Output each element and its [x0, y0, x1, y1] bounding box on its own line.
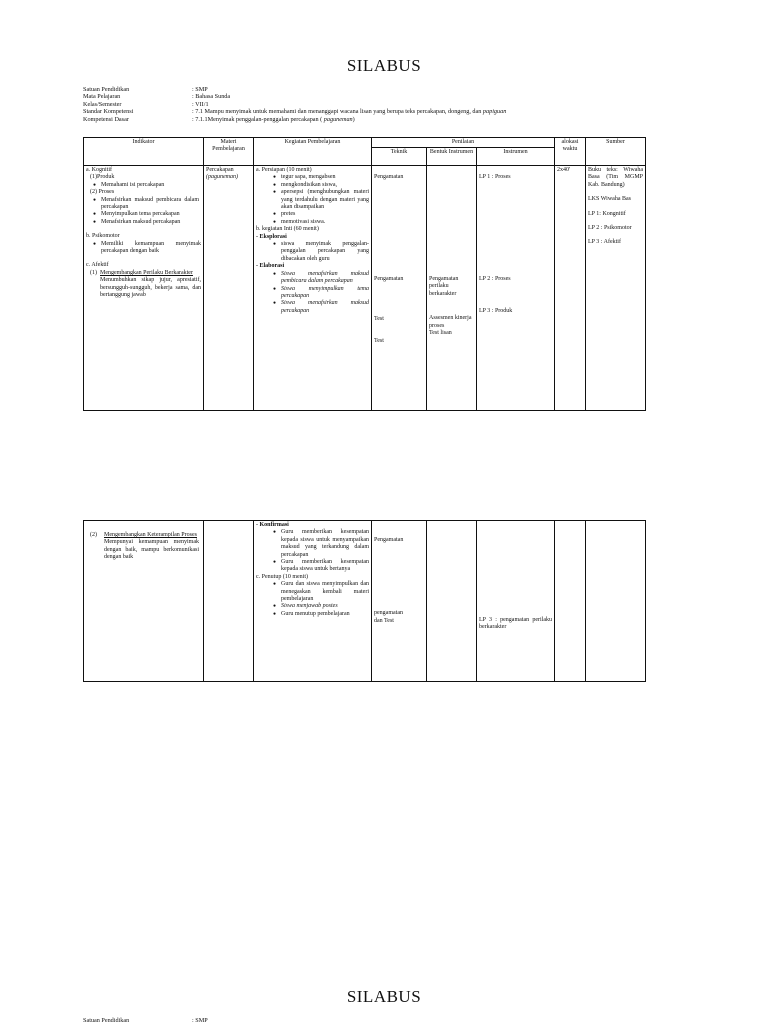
materi-text: Percakapan — [206, 167, 234, 173]
indikator-title: Mengembangkan Keterampilan Proses — [104, 532, 197, 538]
meta-row — [83, 101, 506, 108]
sumber-4: LP 2 : Psikomotor — [588, 225, 632, 232]
kegiatan-konfirmasi: - Konfirmasi — [256, 522, 289, 528]
indikator-kognitif: a. Kognitif — [86, 167, 112, 173]
meta-row — [83, 1017, 208, 1024]
cell-indikator — [84, 166, 204, 411]
list-item: ● memotivasi siswa. — [270, 219, 369, 226]
header-indikator: Indikator — [84, 138, 204, 166]
cell-kegiatan — [254, 521, 372, 682]
meta-row — [83, 116, 506, 123]
list-item: ● Guru memberikan kesempatan kepada siswa untuk menyampaikan maksud yang terkandung dalam percakapan — [270, 529, 369, 559]
kegiatan-eksplorasi: - Eksplorasi — [256, 233, 287, 240]
meta-label: Kompetensi Dasar — [83, 115, 129, 123]
list-item: ● Guru dan siswa menyimpulkan dan menegaskan kembali materi pembelajaran — [270, 581, 369, 603]
alokasi-value: 2x40' — [557, 167, 571, 173]
list-item: ● Memahami isi percakapan — [90, 182, 201, 189]
kegiatan-inti: b. kegiatan Inti (60 menit) — [256, 226, 319, 233]
footer-title: SILABUS — [346, 987, 422, 1006]
meta-label: Satuan Pendidikan — [83, 1017, 130, 1024]
cell-teknik — [372, 166, 427, 411]
teknik-1: Pengamatan — [374, 174, 404, 180]
meta-value: : 7.1 Mampu menyimak untuk memahami dan menanggapi wacana lisan yang berupa teks percakapan, dongeng, dan — [192, 108, 483, 116]
teknik-1: Pengamatan — [374, 537, 404, 543]
syllabus-table-1 — [83, 137, 646, 411]
header-sumber: Sumber — [586, 138, 646, 166]
bentuk-1: Pengamatan perilaku berkarakter — [429, 276, 459, 297]
cell-materi — [204, 521, 254, 682]
cell-materi — [204, 166, 254, 411]
kegiatan-penutup: c. Penutup (10 menit) — [256, 573, 308, 580]
list-item: ● pretes — [270, 211, 369, 218]
instrumen-3: LP 3 : Produk — [479, 307, 513, 314]
cell-bentuk — [427, 521, 477, 682]
afektif-number: (1) — [90, 269, 97, 276]
bentuk-2: Assesmen kinerja proses — [429, 315, 472, 329]
cell-sumber — [586, 521, 646, 682]
cell-indikator — [84, 521, 204, 682]
kegiatan-persiapan: a. Persiapan (10 menit) — [256, 167, 312, 173]
indikator-proses: (2) Proses — [90, 189, 115, 196]
list-item: ● Siswa menjawab postes — [270, 603, 369, 610]
sumber-1: Buku teks: Wiwaha Basa (Tim MGMP Kab. Bandung) — [588, 167, 643, 188]
cell-alokasi — [555, 166, 586, 411]
header-materi: Materi Pembelajaran — [204, 138, 254, 166]
meta-value-italic: paguneman — [323, 115, 353, 123]
instrumen-1: LP 1 : Proses — [479, 174, 511, 180]
cell-instrumen — [477, 521, 555, 682]
header-penilaian: Penilaian — [372, 138, 555, 148]
header-kegiatan: Kegiatan Pembelajaran — [254, 138, 372, 166]
meta-value: : 7.1.1Menyimak penggalan-penggalan percakapan ( — [192, 115, 324, 123]
meta-row — [83, 108, 506, 115]
list-item: ● Siswa menafsirkan maksud pembicara dalam percakapan — [270, 271, 369, 286]
list-item: ● Siswa menyimpulkan tema percakapan — [270, 286, 369, 301]
page-title: SILABUS — [346, 56, 422, 75]
meta-value-end: ) — [352, 115, 355, 123]
syllabus-table-2 — [83, 520, 646, 682]
meta-row — [83, 86, 506, 93]
list-item: ● apersepsi (menghubungkan materi yang terdahulu dengan materi yang akan disampaikan — [270, 189, 369, 211]
indikator-psikomotor: b. Psikomotor — [86, 233, 120, 240]
list-item: ● Guru menutup pembelajaran — [270, 611, 369, 618]
list-item: ● Siswa menafsirkan maksud percakapan — [270, 300, 369, 315]
list-item: ● Guru memberikan kesempatan kepada siswa untuk bertanya — [270, 559, 369, 574]
syllabus-meta — [83, 86, 506, 123]
header-alokasi: alokasi waktu — [555, 138, 586, 166]
meta-row — [83, 93, 506, 100]
cell-teknik — [372, 521, 427, 682]
teknik-2: Pengamatan — [374, 276, 404, 283]
sumber-3: LP 1: Kongnitif — [588, 210, 626, 217]
meta-label: Satuan Pendidikan — [83, 86, 130, 93]
teknik-4: Test — [374, 338, 384, 345]
afektif-desc: Menumbuhkan sikap jujur, apresiatif, bersungguh-sungguh, bekerja sama, dan bertanggung jawab — [100, 277, 201, 299]
indikator-number: (2) — [90, 532, 97, 538]
indikator-afektif: c. Afektif — [86, 262, 109, 269]
instrumen-1: LP 3 : pengamatan perilaku berkarakter — [479, 617, 552, 631]
bentuk-3: Test lisan — [429, 330, 452, 337]
kegiatan-elaborasi: - Elaborasi — [256, 263, 285, 270]
header-instrumen: Instrumen — [477, 148, 555, 166]
list-item: ● mengkondisikan siswa, — [270, 182, 369, 189]
indikator-desc: Mempunyai kemampuan menyimak dengan baik, mampu berkomunikasi dengan baik — [104, 539, 199, 561]
list-item: ● Menyimpulkan tema percakapan — [90, 211, 199, 218]
sumber-2: LKS Wiwaha Bas — [588, 196, 631, 203]
list-item: ● tegur sapa, mengabsen — [270, 174, 369, 181]
meta-value: : SMP — [192, 86, 208, 93]
teknik-2: pengamatan dan Test — [374, 610, 403, 624]
list-item: ● siswa menyimak penggalan-penggalan percakapan yang dibacakan oleh guru — [270, 241, 369, 263]
cell-instrumen — [477, 166, 555, 411]
sumber-5: LP 3 : Afektif — [588, 239, 621, 246]
instrumen-2: LP 2 : Proses — [479, 276, 511, 283]
meta-value: : VII/1 — [192, 100, 209, 108]
afektif-title: Mengembangkan Perilaku Berkarakter — [100, 269, 193, 276]
indikator-produk: (1)Produk — [90, 174, 115, 181]
footer-meta — [83, 1017, 208, 1024]
meta-label: Standar Kompetensi — [83, 108, 134, 116]
meta-label: Kelas/Semester — [83, 100, 122, 108]
header-teknik: Teknik — [372, 148, 427, 166]
header-bentuk: Bentuk Instrumen — [427, 148, 477, 166]
list-item: ● Menafsirkan maksud pembicara dalam percakapan — [90, 197, 199, 212]
meta-value: : SMP — [192, 1017, 208, 1024]
list-item: ● Memiliki kemampuan menyimak percakapan dengan baik — [90, 241, 201, 256]
cell-kegiatan — [254, 166, 372, 411]
teknik-3: Test — [374, 315, 384, 322]
cell-bentuk — [427, 166, 477, 411]
cell-sumber — [586, 166, 646, 411]
meta-label: Mata Pelajaran — [83, 93, 121, 101]
materi-italic: (paguneman) — [206, 174, 238, 181]
list-item: ● Menafsirkan maksud percakapan — [90, 219, 199, 226]
cell-alokasi — [555, 521, 586, 682]
meta-value-italic: papiguan — [482, 108, 507, 116]
meta-value: : Bahasa Sunda — [192, 93, 231, 101]
